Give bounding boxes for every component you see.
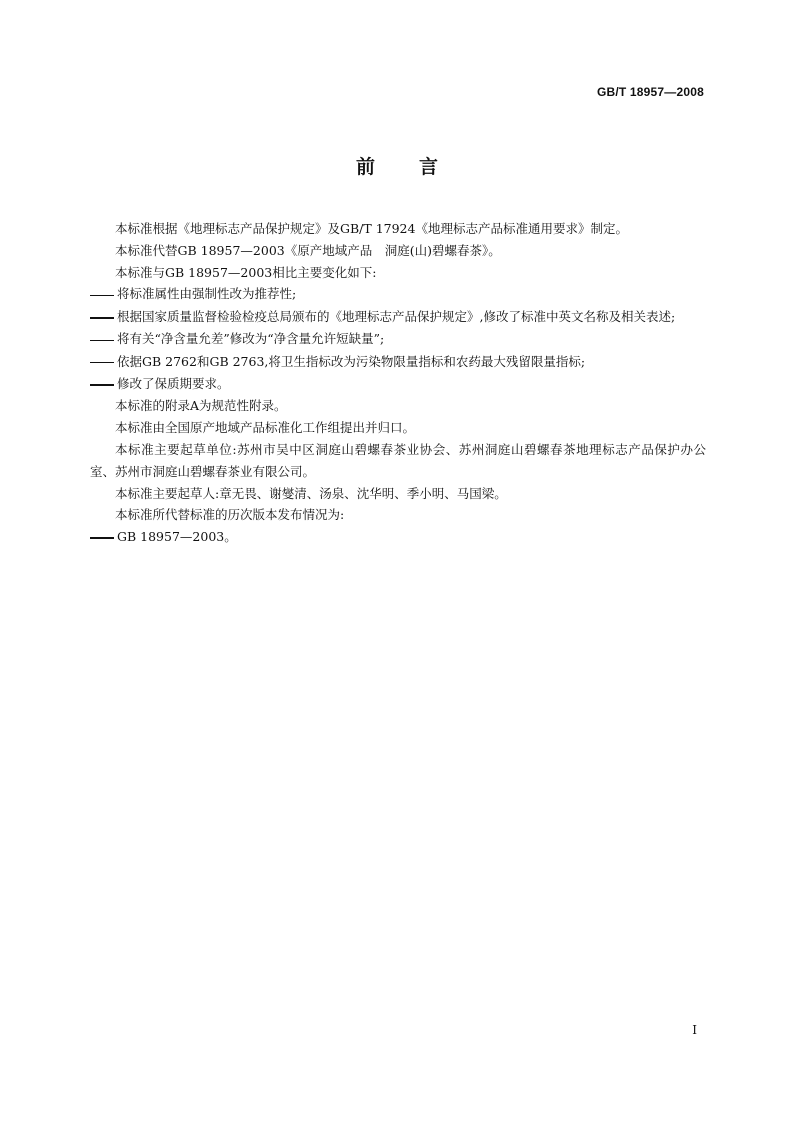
paragraph-drafters: 本标准主要起草人:章无畏、谢燮清、汤泉、沈华明、季小明、马国梁。 [115,485,507,501]
page-title: 前言 [355,156,482,178]
standard-code: GB/T 18957—2008 [596,85,704,99]
change-item [90,351,706,373]
change-item-text: 依据GB 2762和GB 2763,将卫生指标改为污染物限量指标和农药最大残留限量指标; [117,353,586,369]
em-dash-marker [90,527,117,549]
previous-version-item [90,526,706,548]
em-dash-marker [90,306,117,328]
em-dash-marker [90,374,117,396]
paragraph-replaces: 本标准代替GB 18957—2003《原产地域产品 洞庭(山)碧螺春茶》。 [115,242,501,258]
paragraph-version-history: 本标准所代替标准的历次版本发布情况为: [115,507,345,523]
em-dash-marker [90,329,117,351]
change-item [90,283,706,305]
em-dash-marker [90,284,117,306]
em-dash-marker [90,351,117,373]
foreword-body [90,218,706,549]
page-number: I [692,1023,697,1037]
change-item-text: 将标准属性由强制性改为推荐性; [117,286,297,302]
change-item-text: 修改了保质期要求。 [117,375,230,391]
change-item-text: 根据国家质量监督检验检疫总局颁布的《地理标志产品保护规定》,修改了标准中英文名称及相关表述; [117,308,676,324]
change-item-text: 将有关“净含量允差”修改为“净含量允许短缺量”; [117,331,385,347]
previous-version-text: GB 18957—2003。 [117,529,237,545]
paragraph-annex: 本标准的附录A为规范性附录。 [115,398,287,414]
paragraph-drafting-units: 本标准主要起草单位:苏州市吴中区洞庭山碧螺春茶业协会、苏州洞庭山碧螺春茶地理标志产品保护办公室、苏州市洞庭山碧螺春茶业有限公司。 [90,441,706,479]
change-item [90,306,706,328]
paragraph-basis: 本标准根据《地理标志产品保护规定》及GB/T 17924《地理标志产品标准通用要求》制定。 [115,221,628,236]
change-item [90,328,706,350]
change-item [90,373,706,395]
paragraph-changes-intro: 本标准与GB 18957—2003相比主要变化如下: [115,264,377,280]
paragraph-proposer: 本标准由全国原产地域产品标准化工作组提出并归口。 [115,420,416,436]
